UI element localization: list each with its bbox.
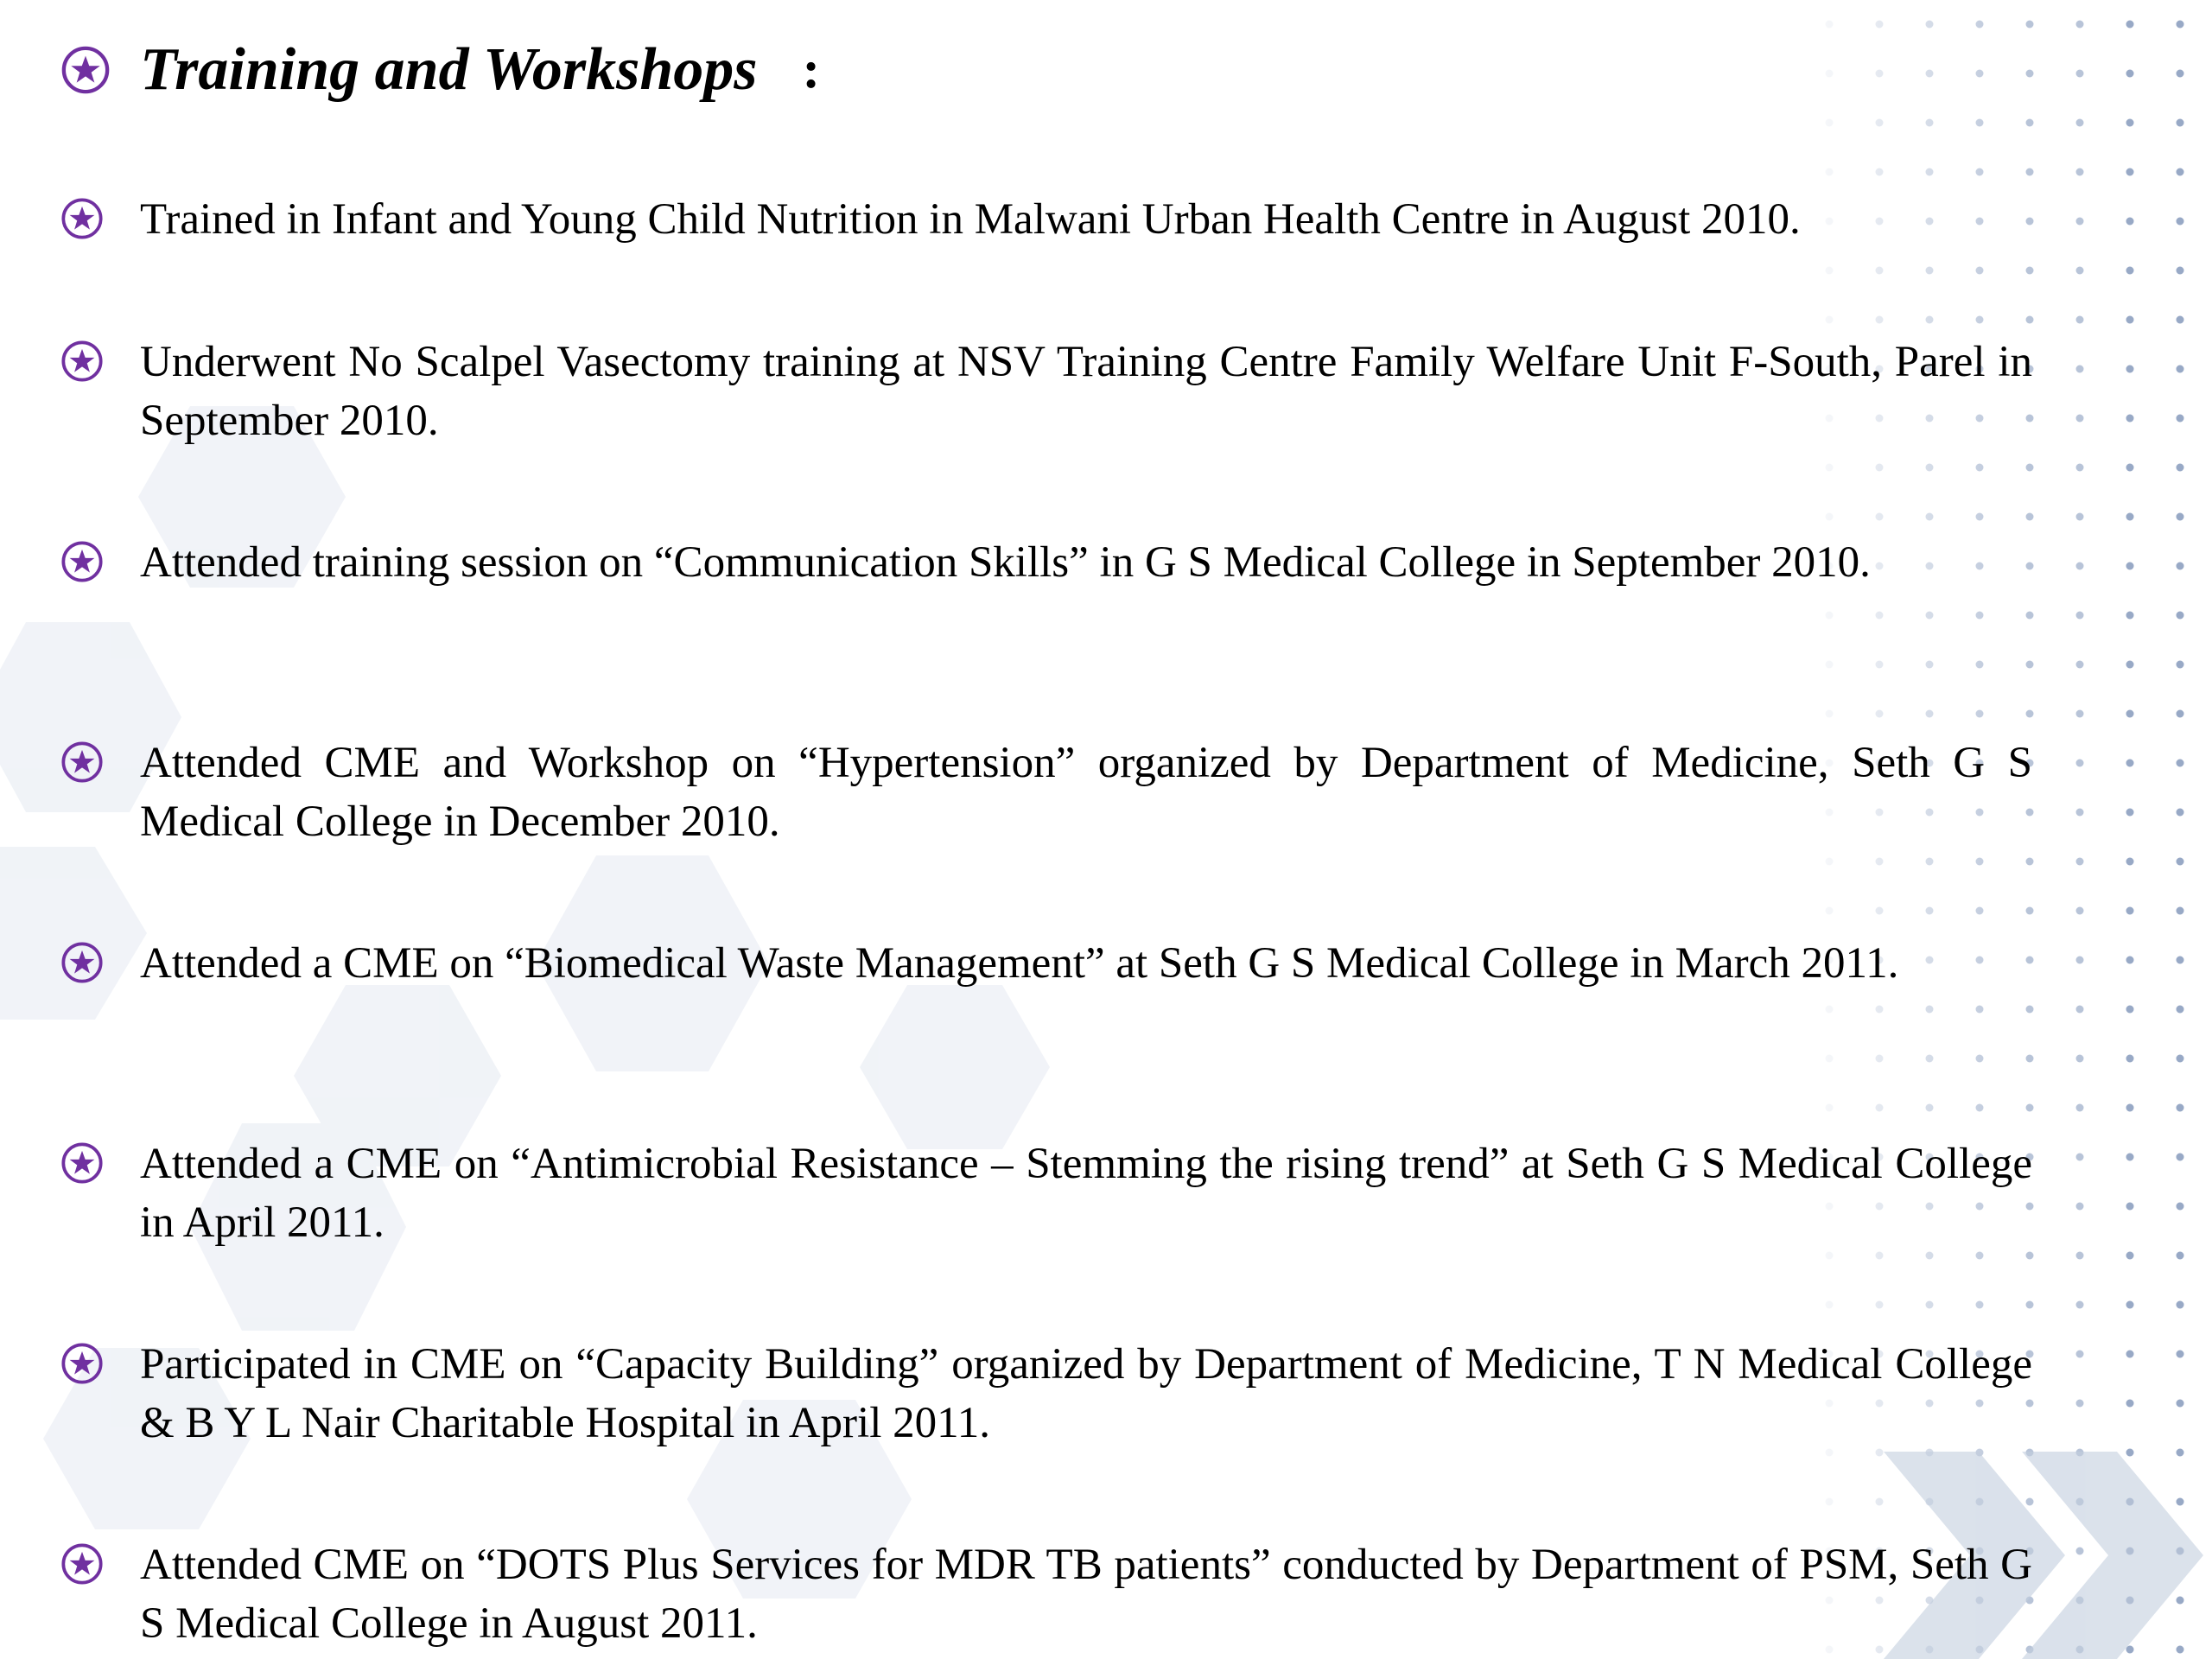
list-item-text: Attended CME on “DOTS Plus Services for MDR TB patients” conducted by Department of PSM, Seth G S Medical College in August 2011. (140, 1541, 2032, 1648)
list-item-text: Attended training session on “Communication Skills” in G S Medical College in September 2010. (140, 538, 1871, 587)
page-title: Training and Workshops (140, 36, 758, 103)
star-in-circle-icon (60, 1141, 104, 1185)
star-in-circle-icon (60, 941, 104, 984)
star-in-circle-icon (60, 197, 104, 240)
star-in-circle-icon (60, 45, 111, 95)
star-in-circle-icon (60, 1542, 104, 1586)
list-item-text: Attended a CME on “Antimicrobial Resistance – Stemming the rising trend” at Seth G S Medical College in April 2011. (140, 1140, 2032, 1247)
list-item-text: Attended CME and Workshop on “Hypertension” organized by Department of Medicine, Seth G S Medical College in December 2010. (140, 739, 2032, 846)
star-in-circle-icon (60, 540, 104, 583)
section-heading (60, 31, 820, 109)
star-in-circle-icon (60, 741, 104, 784)
title-colon: : (802, 40, 821, 99)
star-in-circle-icon (60, 1342, 104, 1385)
list-item-text: Attended a CME on “Biomedical Waste Management” at Seth G S Medical College in March 2011. (140, 939, 1899, 988)
list-item-text: Underwent No Scalpel Vasectomy training at NSV Training Centre Family Welfare Unit F-South, Parel in September 2010. (140, 338, 2032, 445)
star-in-circle-icon (60, 340, 104, 383)
list-item-text: Trained in Infant and Young Child Nutrition in Malwani Urban Health Centre in August 2010. (140, 195, 1801, 244)
list-item-text: Participated in CME on “Capacity Building” organized by Department of Medicine, T N Medical College & B Y L Nair Charitable Hospital in April 2011. (140, 1340, 2032, 1447)
